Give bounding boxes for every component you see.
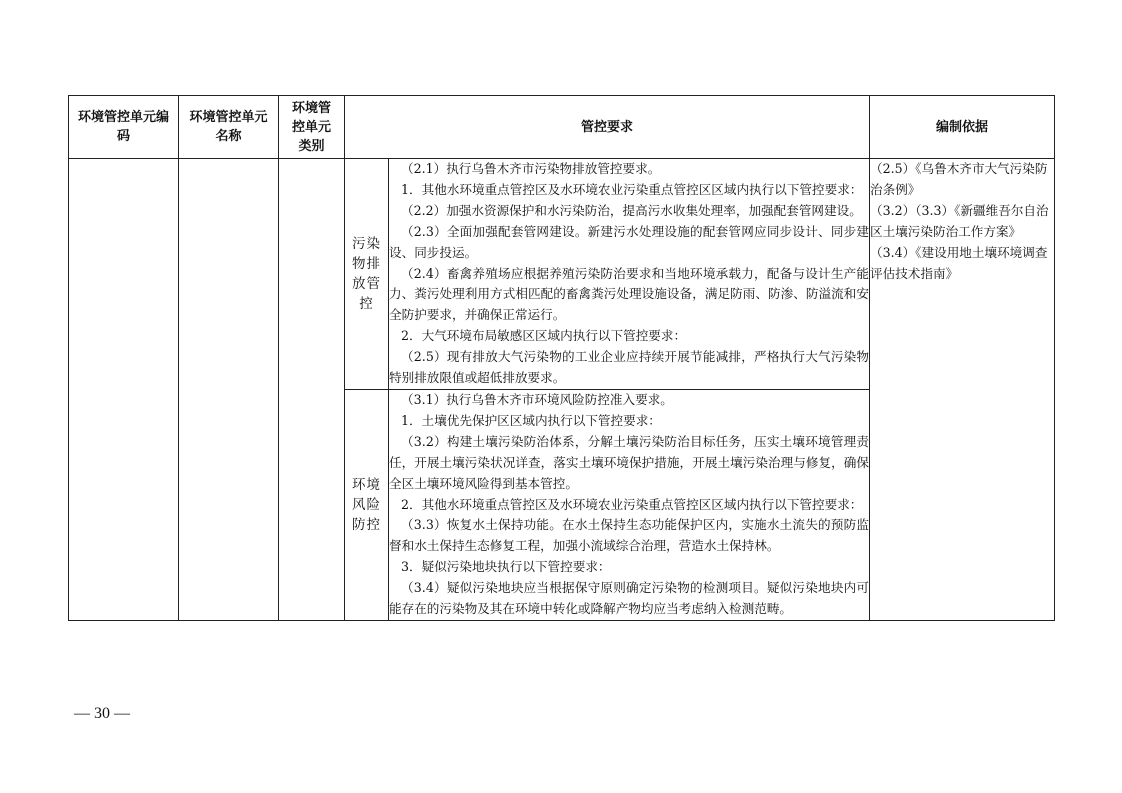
header-basis: 编制依据 bbox=[870, 96, 1055, 159]
requirement-line: 1．土壤优先保护区区域内执行以下管控要求： bbox=[401, 412, 661, 428]
basis-line: （2.5）《乌鲁木齐市大气污染防治条例》 bbox=[870, 161, 1048, 197]
requirement-line: （3.2）构建土壤污染防治体系，分解土壤污染防治目标任务，压实土壤环境管理责任，开展土壤污染状况详查，落实土壤环境保护措施，开展土壤污染治理与修复，确保全区土壤环境风险得到基本管控。 bbox=[389, 433, 870, 491]
unit-name-cell bbox=[179, 159, 279, 621]
basis-line: （3.2）（3.3）《新疆维吾尔自治区土壤污染防治工作方案》 bbox=[870, 202, 1049, 239]
requirements-risk bbox=[389, 389, 870, 620]
unit-code-cell bbox=[69, 159, 179, 621]
requirements-pollution bbox=[389, 159, 870, 390]
requirement-line: （2.2）加强水资源保护和水污染防治，提高污水收集处理率，加强配套管网建设。 bbox=[401, 202, 862, 218]
requirement-line: （2.4）畜禽养殖场应根据养殖污染防治要求和当地环境承载力，配备与设计生产能力、粪污处理利用方式相匹配的畜禽粪污处理设施设备，满足防雨、防渗、防溢流和安全防护要求，并确保正常运行。 bbox=[389, 265, 870, 323]
requirement-line: （2.5）现有排放大气污染物的工业企业应持续开展节能减排，严格执行大气污染物特别排放限值或超低排放要求。 bbox=[389, 349, 870, 386]
requirement-line: （3.3）恢复水土保持功能。在水土保持生态功能保护区内，实施水土流失的预防监督和水土保持生态修复工程，加强小流域综合治理，营造水土保持林。 bbox=[389, 517, 870, 554]
requirement-line: （2.3）全面加强配套管网建设。新建污水处理设施的配套管网应同步设计、同步建设、同步投运。 bbox=[389, 223, 870, 260]
sub-category-pollution: 污染物排放管控 bbox=[345, 159, 389, 390]
requirement-line: （3.1）执行乌鲁木齐市环境风险防控准入要求。 bbox=[401, 391, 673, 407]
header-unit-name: 环境管控单元名称 bbox=[179, 96, 279, 159]
basis-line: （3.4）《建设用地土壤环境调查评估技术指南》 bbox=[870, 244, 1048, 281]
header-row bbox=[69, 96, 1055, 159]
header-requirements: 管控要求 bbox=[345, 96, 870, 159]
table-row-pollution bbox=[69, 159, 1055, 390]
header-unit-code: 环境管控单元编码 bbox=[69, 96, 179, 159]
control-requirements-table bbox=[68, 95, 1055, 621]
requirement-line: 2．大气环境布局敏感区区域内执行以下管控要求： bbox=[401, 328, 687, 344]
requirement-line: 3．疑似污染地块执行以下管控要求： bbox=[401, 559, 611, 575]
basis-cell bbox=[870, 159, 1055, 621]
requirement-line: 1．其他水环境重点管控区及水环境农业污染重点管控区区域内执行以下管控要求： bbox=[401, 181, 863, 197]
requirement-line: 2．其他水环境重点管控区及水环境农业污染重点管控区区域内执行以下管控要求： bbox=[401, 496, 863, 512]
requirement-line: （3.4）疑似污染地块应当根据保守原则确定污染物的检测项目。疑似污染地块内可能存在的污染物及其在环境中转化或降解产物均应当考虑纳入检测范畴。 bbox=[389, 580, 870, 617]
requirement-line: （2.1）执行乌鲁木齐市污染物排放管控要求。 bbox=[401, 161, 661, 176]
sub-category-risk: 环境风险防控 bbox=[345, 389, 389, 620]
unit-category-cell bbox=[279, 159, 345, 621]
header-unit-category: 环境管控单元类别 bbox=[279, 96, 345, 159]
page-number: — 30 — bbox=[74, 705, 130, 722]
